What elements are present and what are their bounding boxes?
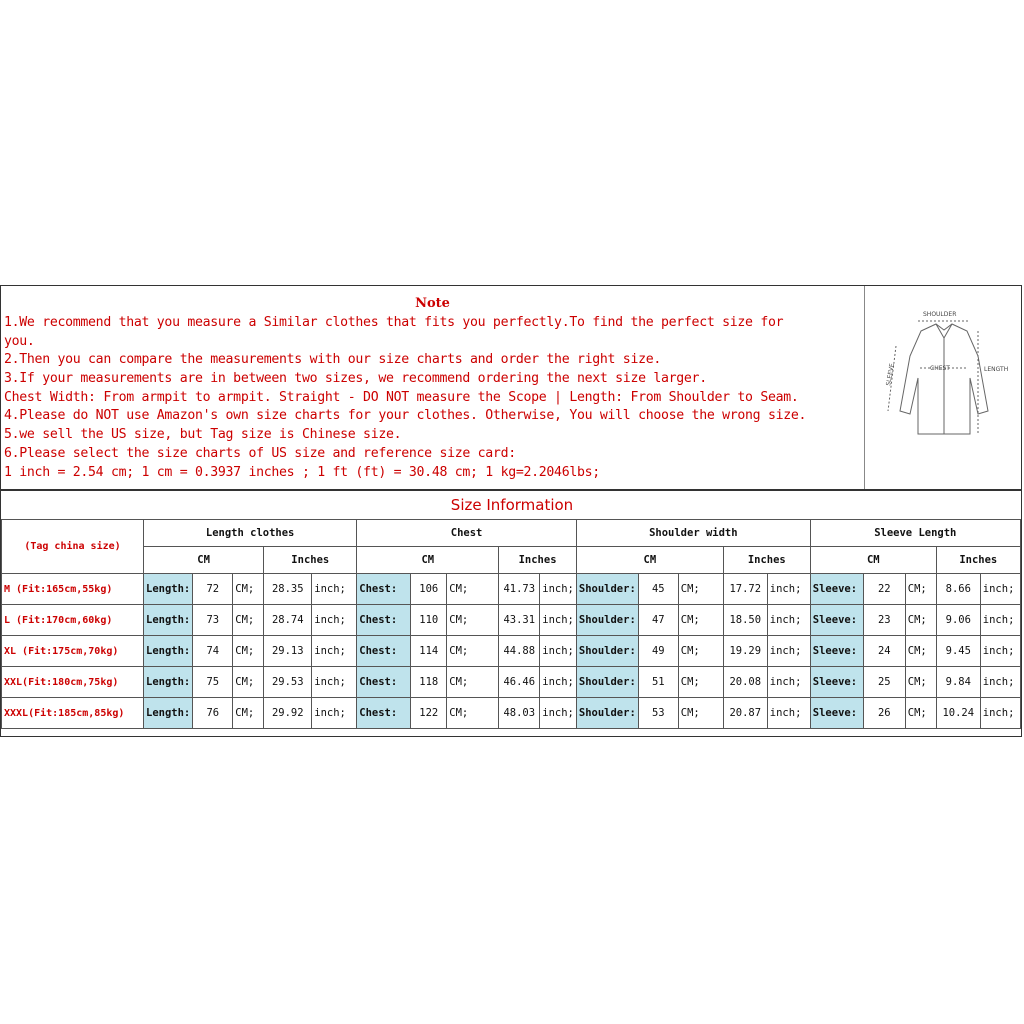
measure-label-cell: Length:: [144, 605, 193, 636]
header-row-groups: [2, 520, 1021, 547]
size-chart-frame: [0, 285, 1022, 737]
size-table: [1, 519, 1021, 729]
measure-label-cell: Chest:: [357, 636, 411, 667]
measure-label-cell: Shoulder:: [576, 636, 638, 667]
diagram-shoulder-label: SHOULDER: [923, 311, 957, 318]
inch-value-cell: 20.87: [723, 698, 767, 729]
cm-value-cell: 110: [411, 605, 447, 636]
inch-unit-cell: inch;: [980, 605, 1020, 636]
inch-value-cell: 48.03: [499, 698, 540, 729]
inch-unit-cell: inch;: [312, 574, 357, 605]
inch-unit-cell: inch;: [980, 667, 1020, 698]
cm-value-cell: 26: [863, 698, 905, 729]
cm-unit-cell: CM;: [233, 636, 264, 667]
inch-value-cell: 8.66: [936, 574, 980, 605]
inch-value-cell: 29.92: [264, 698, 312, 729]
sub-header-cm: CM: [576, 547, 723, 574]
measure-label-cell: Length:: [144, 574, 193, 605]
tag-size-cell: XXXL(Fit:185cm,85kg): [2, 698, 144, 729]
cm-value-cell: 114: [411, 636, 447, 667]
sub-header-cm: CM: [144, 547, 264, 574]
note-line-3: 2.Then you can compare the measurements with our size charts and order the right size.: [4, 352, 662, 367]
cm-unit-cell: CM;: [233, 698, 264, 729]
table-row: [2, 605, 1021, 636]
group-header-chest: Chest: [357, 520, 577, 547]
inch-unit-cell: inch;: [980, 698, 1020, 729]
cm-unit-cell: CM;: [678, 605, 723, 636]
cm-value-cell: 45: [638, 574, 678, 605]
inch-value-cell: 28.35: [264, 574, 312, 605]
inch-value-cell: 19.29: [723, 636, 767, 667]
cm-value-cell: 47: [638, 605, 678, 636]
measure-label-cell: Sleeve:: [810, 698, 863, 729]
inch-unit-cell: inch;: [540, 574, 577, 605]
tag-size-header: (Tag china size): [2, 520, 144, 574]
sub-header-inches: Inches: [264, 547, 357, 574]
size-information-title: Size Information: [450, 496, 574, 514]
cm-unit-cell: CM;: [678, 667, 723, 698]
tag-size-cell: M (Fit:165cm,55kg): [2, 574, 144, 605]
inch-value-cell: 29.53: [264, 667, 312, 698]
measure-label-cell: Shoulder:: [576, 605, 638, 636]
measure-label-cell: Shoulder:: [576, 698, 638, 729]
measure-label-cell: Length:: [144, 636, 193, 667]
cm-unit-cell: CM;: [233, 574, 264, 605]
note-line-8: 6.Please select the size charts of US size and reference size card:: [4, 446, 516, 461]
sub-header-inches: Inches: [723, 547, 810, 574]
note-line-9: 1 inch = 2.54 cm; 1 cm = 0.3937 inches ; 1 ft (ft) = 30.48 cm; 1 kg=2.2046lbs;: [4, 465, 600, 480]
inch-unit-cell: inch;: [980, 574, 1020, 605]
inch-value-cell: 9.06: [936, 605, 980, 636]
inch-value-cell: 20.08: [723, 667, 767, 698]
cm-value-cell: 74: [193, 636, 233, 667]
measure-label-cell: Shoulder:: [576, 574, 638, 605]
tag-size-cell: L (Fit:170cm,60kg): [2, 605, 144, 636]
inch-unit-cell: inch;: [767, 605, 810, 636]
inch-unit-cell: inch;: [767, 698, 810, 729]
cm-value-cell: 106: [411, 574, 447, 605]
table-row: [2, 698, 1021, 729]
header-row-units: [2, 547, 1021, 574]
measure-label-cell: Chest:: [357, 667, 411, 698]
note-line-2: you.: [4, 334, 35, 349]
cm-value-cell: 118: [411, 667, 447, 698]
sub-header-inches: Inches: [499, 547, 577, 574]
inch-unit-cell: inch;: [767, 636, 810, 667]
cm-value-cell: 22: [863, 574, 905, 605]
measure-label-cell: Chest:: [357, 698, 411, 729]
cm-unit-cell: CM;: [905, 698, 936, 729]
group-header-sleeve: Sleeve Length: [810, 520, 1020, 547]
diagram-chest-label: CHEST: [930, 365, 950, 372]
inch-value-cell: 43.31: [499, 605, 540, 636]
note-line-7: 5.we sell the US size, but Tag size is Chinese size.: [4, 427, 402, 442]
diagram-sleeve-label: SLEEVE: [885, 362, 896, 387]
table-row: [2, 667, 1021, 698]
sub-header-cm: CM: [810, 547, 936, 574]
cm-unit-cell: CM;: [678, 574, 723, 605]
cm-unit-cell: CM;: [447, 636, 499, 667]
cm-value-cell: 122: [411, 698, 447, 729]
note-line-1: 1.We recommend that you measure a Similar clothes that fits you perfectly.To find the perfect size for: [4, 315, 784, 330]
inch-value-cell: 44.88: [499, 636, 540, 667]
cm-value-cell: 72: [193, 574, 233, 605]
inch-unit-cell: inch;: [767, 667, 810, 698]
cm-value-cell: 75: [193, 667, 233, 698]
tag-size-cell: XL (Fit:175cm,70kg): [2, 636, 144, 667]
inch-unit-cell: inch;: [540, 667, 577, 698]
table-row: [2, 636, 1021, 667]
inch-unit-cell: inch;: [540, 698, 577, 729]
inch-value-cell: 17.72: [723, 574, 767, 605]
cm-value-cell: 76: [193, 698, 233, 729]
sub-header-cm: CM: [357, 547, 499, 574]
cm-value-cell: 49: [638, 636, 678, 667]
inch-value-cell: 18.50: [723, 605, 767, 636]
cm-unit-cell: CM;: [905, 605, 936, 636]
group-header-length: Length clothes: [144, 520, 357, 547]
group-header-shoulder: Shoulder width: [576, 520, 810, 547]
measure-label-cell: Chest:: [357, 574, 411, 605]
inch-unit-cell: inch;: [312, 698, 357, 729]
cm-value-cell: 73: [193, 605, 233, 636]
sub-header-inches: Inches: [936, 547, 1020, 574]
inch-unit-cell: inch;: [312, 667, 357, 698]
cm-unit-cell: CM;: [233, 667, 264, 698]
inch-value-cell: 29.13: [264, 636, 312, 667]
table-row: [2, 574, 1021, 605]
cm-unit-cell: CM;: [447, 698, 499, 729]
cm-value-cell: 23: [863, 605, 905, 636]
cm-unit-cell: CM;: [905, 636, 936, 667]
cm-value-cell: 53: [638, 698, 678, 729]
measure-label-cell: Chest:: [357, 605, 411, 636]
cm-value-cell: 51: [638, 667, 678, 698]
inch-value-cell: 9.84: [936, 667, 980, 698]
cm-unit-cell: CM;: [447, 667, 499, 698]
measure-label-cell: Sleeve:: [810, 574, 863, 605]
diagram-length-label: LENGTH: [984, 366, 1009, 373]
inch-value-cell: 28.74: [264, 605, 312, 636]
cm-unit-cell: CM;: [905, 574, 936, 605]
cm-unit-cell: CM;: [447, 574, 499, 605]
inch-unit-cell: inch;: [540, 605, 577, 636]
note-line-5: Chest Width: From armpit to armpit. Straight - DO NOT measure the Scope | Length: From Shoulder to Seam.: [4, 390, 799, 405]
cm-unit-cell: CM;: [678, 636, 723, 667]
measure-label-cell: Shoulder:: [576, 667, 638, 698]
shirt-measurement-diagram: [866, 286, 1023, 489]
inch-unit-cell: inch;: [540, 636, 577, 667]
cm-value-cell: 25: [863, 667, 905, 698]
inch-value-cell: 46.46: [499, 667, 540, 698]
inch-value-cell: 9.45: [936, 636, 980, 667]
cm-unit-cell: CM;: [233, 605, 264, 636]
measure-label-cell: Length:: [144, 667, 193, 698]
cm-unit-cell: CM;: [678, 698, 723, 729]
note-title: Note: [415, 296, 450, 311]
inch-unit-cell: inch;: [980, 636, 1020, 667]
measure-label-cell: Sleeve:: [810, 667, 863, 698]
inch-value-cell: 41.73: [499, 574, 540, 605]
measure-label-cell: Sleeve:: [810, 636, 863, 667]
inch-unit-cell: inch;: [767, 574, 810, 605]
inch-value-cell: 10.24: [936, 698, 980, 729]
cm-unit-cell: CM;: [905, 667, 936, 698]
inch-unit-cell: inch;: [312, 605, 357, 636]
note-line-4: 3.If your measurements are in between two sizes, we recommend ordering the next size larger.: [4, 371, 707, 386]
measure-label-cell: Sleeve:: [810, 605, 863, 636]
size-rows: [2, 574, 1021, 729]
note-box: [1, 286, 865, 489]
tag-size-cell: XXL(Fit:180cm,75kg): [2, 667, 144, 698]
section-divider: [1, 489, 1021, 491]
cm-value-cell: 24: [863, 636, 905, 667]
cm-unit-cell: CM;: [447, 605, 499, 636]
inch-unit-cell: inch;: [312, 636, 357, 667]
measure-label-cell: Length:: [144, 698, 193, 729]
note-line-6: 4.Please do NOT use Amazon's own size charts for your clothes. Otherwise, You will choose the wrong size.: [4, 408, 807, 423]
